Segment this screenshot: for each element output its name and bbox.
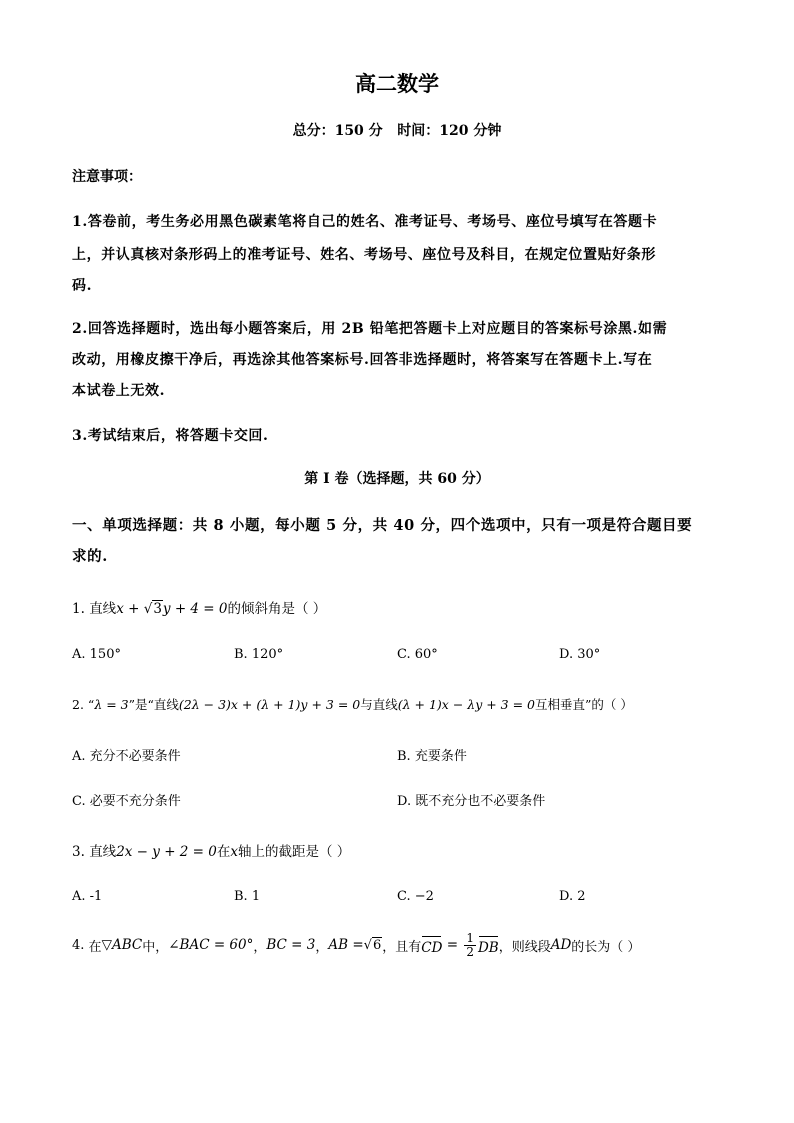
question-text: 的长为（ ） (571, 939, 641, 955)
side-bc: BC = 3 (266, 937, 316, 953)
option-a: A. 150° (72, 647, 121, 662)
notice-line-4: 2.回答选择题时，选出每小题答案后，用 2B 铅笔把答题卡上对应题目的答案标号涂黑.如需 (72, 321, 668, 337)
angle-condition: ∠BAC = 60° (168, 937, 254, 953)
notice-heading: 注意事项： (72, 169, 142, 185)
line-equation: 2x − y + 2 = 0 (116, 844, 217, 860)
sqrt-term: 6 (372, 938, 382, 953)
question-number: 1. (72, 601, 85, 617)
option-d: D. 2 (559, 889, 586, 904)
equation: x + √3y + 4 = 0 (116, 601, 228, 617)
line-equation-2: (λ + 1)x − λy + 3 = 0 (397, 697, 535, 712)
question-text: 在 (216, 844, 231, 860)
notice-line-5: 改动，用橡皮擦干净后，再选涂其他答案标号.回答非选择题时，将答案写在答题卡上.写在 (72, 352, 653, 368)
question-text: 中， (142, 939, 169, 955)
condition: λ = 3 (94, 697, 129, 712)
question-3 (72, 840, 350, 860)
option-a: A. -1 (72, 889, 103, 904)
option-b: B. 120° (234, 647, 284, 662)
fraction (464, 932, 476, 959)
question-text: 互相垂直”的（ ） (535, 697, 633, 712)
vector-cd: CD (421, 934, 442, 956)
option-a: A. 充分不必要条件 (72, 749, 181, 764)
equation-part: y + 4 = 0 (162, 601, 228, 617)
notice-line-6: 本试卷上无效. (72, 383, 166, 399)
equals-sign: = (442, 937, 463, 953)
line-equation-1: (2λ − 3)x + (λ + 1)y + 3 = 0 (178, 697, 361, 712)
notice-line-7: 3.考试结束后，将答题卡交回. (72, 428, 269, 444)
question-text: ”是“直线 (128, 697, 179, 712)
option-d: D. 既不充分也不必要条件 (397, 794, 546, 809)
question-text: 直线 (89, 844, 117, 860)
question-number: 3. (72, 844, 85, 860)
question-text: 的倾斜角是（ ） (227, 601, 327, 617)
fraction-denominator: 2 (466, 944, 474, 959)
question-4: 4. 在 ▽ABC 中， ∠BAC = 60° ， BC = 3 ， AB = √ 6 ，且有 CD = $\frac{1}{2}$ DB ，则线段 AD 的长为（ ） (72, 930, 641, 959)
exam-info: 总分：150 分 时间：120 分钟 (292, 123, 502, 139)
question-text: ，则线段 (498, 939, 551, 955)
option-b: B. 充要条件 (397, 749, 467, 764)
question-text: 与直线 (360, 697, 398, 712)
notice-line-3: 码. (72, 278, 93, 294)
axis-symbol: x (230, 844, 239, 860)
side-ab: AB = (328, 937, 364, 953)
question-text: ， (315, 939, 329, 955)
sqrt-term: 3 (153, 601, 162, 617)
option-c: C. −2 (397, 889, 434, 904)
question-2 (72, 695, 633, 713)
question-number: 2. (72, 697, 84, 712)
question-text: 直线 (89, 601, 117, 617)
triangle: ▽ABC (101, 937, 143, 953)
question-1 (72, 597, 326, 617)
question-text: 在 (88, 939, 102, 955)
segment-ad: AD (550, 937, 572, 953)
question-number: 4. (72, 937, 85, 953)
notice-line-2: 上，并认真核对条形码上的准考证号、姓名、考场号、座位号及科目，在规定位置贴好条形 (72, 247, 656, 263)
notice-line-1: 1.答卷前，考生务必用黑色碳素笔将自己的姓名、准考证号、考场号、座位号填写在答题卡 (72, 214, 658, 230)
part-heading-line-2: 求的. (72, 548, 108, 565)
page-title: 高二数学 (355, 71, 439, 96)
fraction-numerator: 1 (466, 930, 474, 945)
option-c: C. 60° (397, 647, 438, 662)
option-c: C. 必要不充分条件 (72, 794, 181, 809)
vector-db: DB (478, 934, 499, 956)
question-text: ，且有 (382, 939, 422, 955)
option-d: D. 30° (559, 647, 601, 662)
option-b: B. 1 (234, 889, 261, 904)
question-text: “ (87, 697, 95, 712)
question-text: ， (253, 939, 267, 955)
part-heading-line-1: 一、单项选择题：共 8 小题，每小题 5 分，共 40 分，四个选项中，只有一项是符合题目要 (72, 517, 693, 534)
section-title: 第 I 卷（选择题，共 60 分） (304, 471, 490, 487)
equation-part: x + (116, 601, 144, 617)
question-text: 轴上的截距是（ ） (238, 844, 351, 860)
